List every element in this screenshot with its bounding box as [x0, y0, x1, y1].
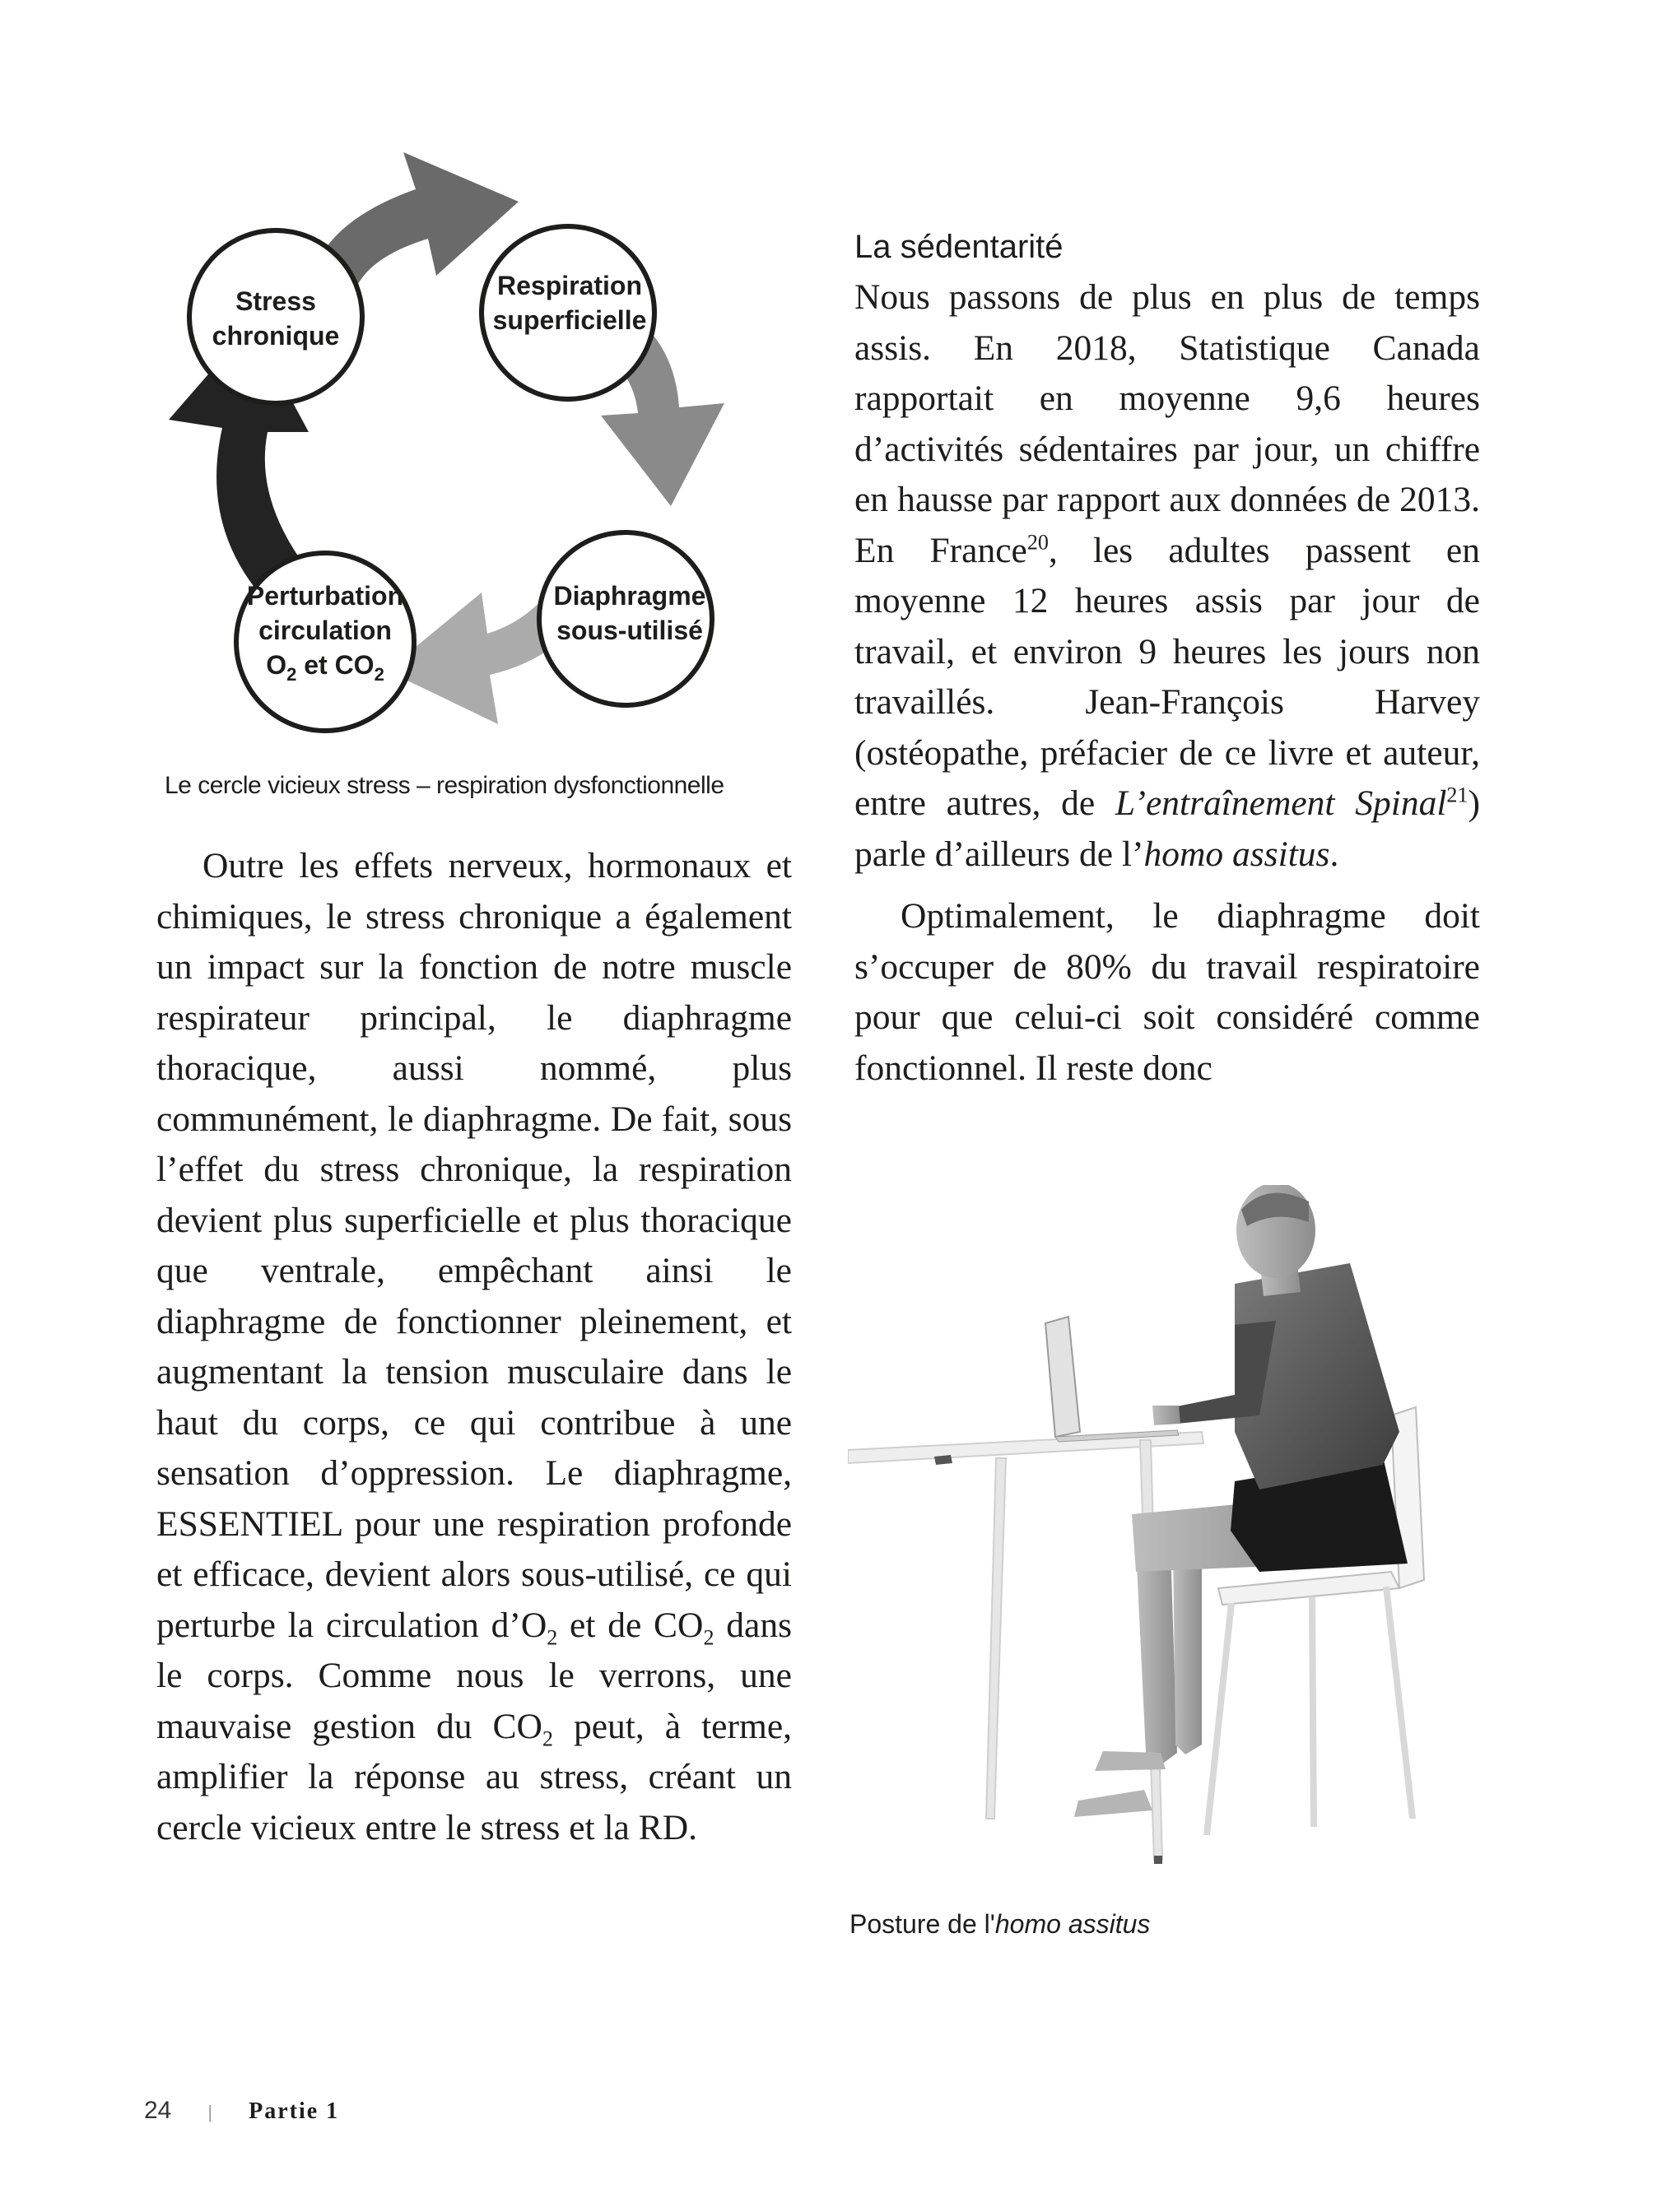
page-footer	[144, 2097, 339, 2125]
node-perturbation-label-3: $O_2$ et $CO_2$	[266, 650, 384, 685]
sitting-posture-photo	[848, 1185, 1473, 1893]
node-respiration-label-1: Respiration	[496, 271, 643, 300]
node-stress-label-2: chronique	[212, 321, 340, 351]
section-title: La sédentarité	[854, 229, 1064, 265]
footer-separator: |	[207, 2102, 213, 2122]
part-label: Partie 1	[249, 2098, 340, 2124]
right-paragraph-2: Optimalement, le diaphragme doit s’occuper de 80% du travail respiratoire pour que celui-ci soit considéré comme fonctionnel. Il reste donc	[854, 896, 1480, 1088]
vicious-cycle-diagram	[132, 132, 807, 757]
right-column	[854, 229, 1480, 1094]
node-respiration-label-2: superficielle	[492, 305, 647, 335]
arrow-stress-to-respiration	[321, 152, 519, 284]
node-diaphragme-label-2: sous-utilisé	[556, 616, 703, 645]
photo-caption: Posture de l'homo assitus	[849, 1909, 1151, 1939]
left-column	[156, 841, 792, 1853]
node-perturbation-label-1: Perturbation	[246, 581, 404, 611]
node-stress-circle	[189, 230, 362, 403]
diagram-caption: Le cercle vicieux stress – respiration dysfonctionnelle	[165, 772, 724, 799]
right-column-text	[854, 272, 1480, 1094]
right-paragraph-1: Nous passons de plus en plus de temps assis. En 2018, Statistique Canada rapportait en moyenne 9,6 heures d’activités sédentaires par jour, un chiffre en hausse par rapport aux données de 2013. En France$^{20}$, les adultes passent en moyenne 12 heures assis par jour de travail, et environ 9 heures les jours non travaillés. Jean-François Harvey (ostéopathe, préfacier de ce livre et auteur, entre autres, de L’entraînement Spinal$^{21}$) parle d’ailleurs de l’homo assitus.	[854, 277, 1480, 874]
node-stress-label-1: Stress	[235, 286, 316, 316]
node-diaphragme-label-1: Diaphragme	[553, 581, 706, 611]
page-number: 24	[144, 2097, 172, 2124]
left-paragraph-1: Outre les effets nerveux, hormonaux et chimiques, le stress chronique a également un impact sur la fonction de notre muscle respirateur principal, le diaphragme thoracique, aussi nommé, plus communément, le diaphragme. De fait, sous l’effet du stress chronique, la respiration devient plus superficielle et plus thoracique que ventrale, empêchant ainsi le diaphragme de fonctionner pleinement, et augmentant la tension musculaire dans le haut du corps, ce qui contribue à une sensation d’oppression. Le diaphragme, ESSENTIEL pour une respiration profonde et efficace, devient alors sous-utilisé, ce qui perturbe la circulation $d’O_2$ et de $CO_2$ dans le corps. Comme nous le verrons, une mauvaise gestion du $CO_2$ peut, à terme, amplifier la réponse au stress, créant un cercle vicieux entre le stress et la RD.	[156, 846, 792, 1847]
node-perturbation-label-2: circulation	[258, 616, 392, 645]
